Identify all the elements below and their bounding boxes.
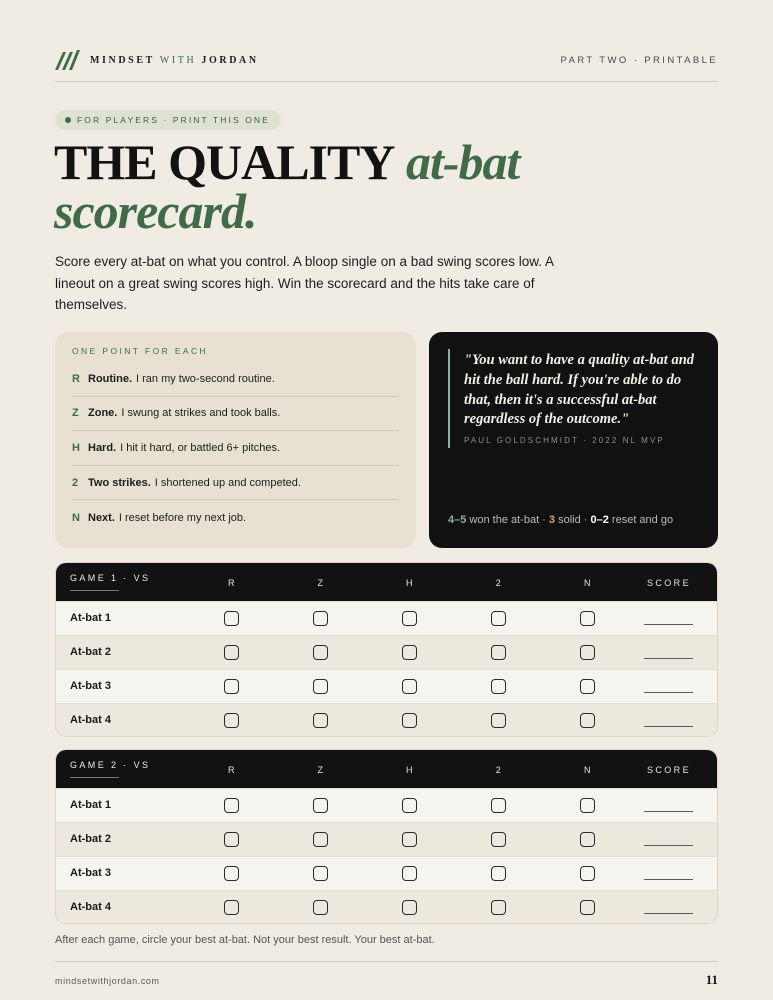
checkbox-n[interactable] xyxy=(580,713,595,728)
criteria-description: I ran my two-second routine. xyxy=(136,372,275,385)
at-bat-label: At-bat 1 xyxy=(70,799,111,811)
column-z: Z xyxy=(317,578,325,588)
column-2: 2 xyxy=(495,765,503,775)
criteria-description: I hit it hard, or battled 6+ pitches. xyxy=(120,441,281,454)
checkbox-2[interactable] xyxy=(491,798,506,813)
checkbox-r[interactable] xyxy=(224,798,239,813)
criteria-description: I swung at strikes and took balls. xyxy=(121,407,281,420)
section-label: PART TWO · PRINTABLE xyxy=(560,55,718,66)
criteria-name: Next. xyxy=(88,511,115,524)
opponent-line[interactable] xyxy=(70,590,119,591)
criteria-heading: ONE POINT FOR EACH xyxy=(72,346,209,356)
checkbox-r[interactable] xyxy=(224,866,239,881)
criteria-card xyxy=(55,332,416,548)
column-r: R xyxy=(228,765,236,775)
score-blank[interactable] xyxy=(644,692,693,693)
score-blank[interactable] xyxy=(644,624,693,625)
checkbox-n[interactable] xyxy=(580,832,595,847)
score-blank[interactable] xyxy=(644,879,693,880)
table-row xyxy=(56,890,717,924)
score-blank[interactable] xyxy=(644,726,693,727)
checkbox-2[interactable] xyxy=(491,679,506,694)
title-part-1: THE QUALITY xyxy=(54,134,395,190)
checkbox-h[interactable] xyxy=(402,645,417,660)
scale-low-text: reset and go xyxy=(608,514,674,526)
checkbox-h[interactable] xyxy=(402,832,417,847)
column-h: H xyxy=(406,765,414,775)
at-bat-label: At-bat 4 xyxy=(70,714,111,726)
pill-label: FOR PLAYERS · PRINT THIS ONE xyxy=(77,115,270,125)
score-blank[interactable] xyxy=(644,658,693,659)
checkbox-2[interactable] xyxy=(491,900,506,915)
game-title[interactable]: GAME 1 · VS xyxy=(70,573,151,583)
criteria-item xyxy=(72,466,399,501)
column-n: N xyxy=(584,765,592,775)
column-score: SCORE xyxy=(646,578,691,588)
criteria-letter: Z xyxy=(72,407,79,420)
table-row xyxy=(56,703,717,737)
criteria-letter: 2 xyxy=(72,476,79,489)
checkbox-h[interactable] xyxy=(402,713,417,728)
at-bat-label: At-bat 2 xyxy=(70,646,111,658)
score-blank[interactable] xyxy=(644,845,693,846)
footer-divider xyxy=(55,961,718,962)
game-1-scorecard xyxy=(55,562,718,737)
criteria-name: Two strikes. xyxy=(88,476,151,489)
at-bat-label: At-bat 3 xyxy=(70,867,111,879)
checkbox-h[interactable] xyxy=(402,900,417,915)
checkbox-2[interactable] xyxy=(491,645,506,660)
title-part-3: scorecard. xyxy=(54,183,257,239)
checkbox-r[interactable] xyxy=(224,900,239,915)
intro-paragraph: Score every at-bat on what you control. A bloop single on a bad swing scores low. A lineout on a great swing scores high. Win the scorecard and the hits take care of themselves. xyxy=(55,254,554,312)
checkbox-h[interactable] xyxy=(402,798,417,813)
checkbox-2[interactable] xyxy=(491,611,506,626)
criteria-item xyxy=(72,431,399,466)
checkbox-z[interactable] xyxy=(313,900,328,915)
checkbox-h[interactable] xyxy=(402,611,417,626)
column-2: 2 xyxy=(495,578,503,588)
brand-name-with: WITH xyxy=(159,54,202,66)
column-score: SCORE xyxy=(646,765,691,775)
checkbox-2[interactable] xyxy=(491,866,506,881)
checkbox-r[interactable] xyxy=(224,679,239,694)
scorecard-header xyxy=(56,750,717,788)
criteria-item xyxy=(72,500,399,535)
checkbox-h[interactable] xyxy=(402,679,417,694)
checkbox-n[interactable] xyxy=(580,679,595,694)
page-title xyxy=(54,134,734,239)
checkbox-r[interactable] xyxy=(224,611,239,626)
brand-slashes-logo xyxy=(55,50,81,70)
column-h: H xyxy=(406,578,414,588)
brand-name-mindset: MINDSET xyxy=(90,54,160,66)
quote-text: "You want to have a quality at-bat and hit the ball hard. If you're able to do that, then it's a successful at-bat regardless of the outcome." xyxy=(464,352,695,428)
brand-name-jordan: JORDAN xyxy=(201,54,259,66)
scale-high-value: 4–5 xyxy=(448,514,467,526)
table-row xyxy=(56,788,717,822)
quote-citation: PAUL GOLDSCHMIDT · 2022 NL MVP xyxy=(464,436,665,445)
checkbox-2[interactable] xyxy=(491,713,506,728)
checkbox-r[interactable] xyxy=(224,645,239,660)
quote-accent-bar xyxy=(448,349,450,448)
page-header xyxy=(55,44,718,82)
checkbox-n[interactable] xyxy=(580,645,595,660)
score-blank[interactable] xyxy=(644,913,693,914)
checkbox-2[interactable] xyxy=(491,832,506,847)
checkbox-n[interactable] xyxy=(580,900,595,915)
title-part-2: at-bat xyxy=(405,134,520,190)
criteria-letter: R xyxy=(72,372,80,385)
checkbox-z[interactable] xyxy=(313,866,328,881)
scale-mid-text: solid · xyxy=(555,514,591,526)
table-row xyxy=(56,669,717,703)
criteria-name: Hard. xyxy=(88,441,117,454)
scale-high-text: won the at-bat · xyxy=(466,514,549,526)
criteria-description: I shortened up and competed. xyxy=(154,476,301,489)
printable-page xyxy=(55,0,718,1000)
criteria-name: Routine. xyxy=(88,372,132,385)
scale-low-value: 0–2 xyxy=(590,514,609,526)
brand xyxy=(55,50,259,70)
footer-note: After each game, circle your best at-bat. Not your best result. Your best at-bat. xyxy=(55,934,435,946)
scorecard-header xyxy=(56,563,717,601)
checkbox-n[interactable] xyxy=(580,611,595,626)
at-bat-label: At-bat 1 xyxy=(70,612,111,624)
scale-mid-value: 3 xyxy=(548,514,556,526)
quote-card xyxy=(429,332,718,548)
checkbox-z[interactable] xyxy=(313,679,328,694)
at-bat-label: At-bat 2 xyxy=(70,833,111,845)
column-n: N xyxy=(584,578,592,588)
opponent-line[interactable] xyxy=(70,777,119,778)
pill-dot-icon xyxy=(65,117,71,123)
score-scale xyxy=(448,514,673,526)
at-bat-label: At-bat 3 xyxy=(70,680,111,692)
table-row xyxy=(56,635,717,669)
column-r: R xyxy=(228,578,236,588)
criteria-item xyxy=(72,362,399,397)
criteria-name: Zone. xyxy=(88,407,118,420)
checkbox-z[interactable] xyxy=(313,645,328,660)
criteria-list xyxy=(72,362,399,535)
checkbox-h[interactable] xyxy=(402,866,417,881)
checkbox-z[interactable] xyxy=(313,611,328,626)
checkbox-r[interactable] xyxy=(224,713,239,728)
criteria-description: I reset before my next job. xyxy=(118,511,247,524)
criteria-letter: H xyxy=(72,441,80,454)
criteria-letter: N xyxy=(72,511,80,524)
checkbox-n[interactable] xyxy=(580,798,595,813)
table-row xyxy=(56,601,717,635)
criteria-item xyxy=(72,397,399,432)
page-number: 11 xyxy=(705,972,718,987)
brand-name xyxy=(90,55,259,66)
footer-url: mindsetwithjordan.com xyxy=(55,976,160,986)
game-2-scorecard xyxy=(55,749,718,924)
checkbox-n[interactable] xyxy=(580,866,595,881)
checkbox-z[interactable] xyxy=(313,713,328,728)
score-blank[interactable] xyxy=(644,811,693,812)
column-z: Z xyxy=(317,765,325,775)
audience-pill xyxy=(55,110,281,130)
game-title[interactable]: GAME 2 · VS xyxy=(70,760,151,770)
table-row xyxy=(56,856,717,890)
checkbox-r[interactable] xyxy=(224,832,239,847)
table-row xyxy=(56,822,717,856)
at-bat-label: At-bat 4 xyxy=(70,901,111,913)
checkbox-z[interactable] xyxy=(313,832,328,847)
checkbox-z[interactable] xyxy=(313,798,328,813)
